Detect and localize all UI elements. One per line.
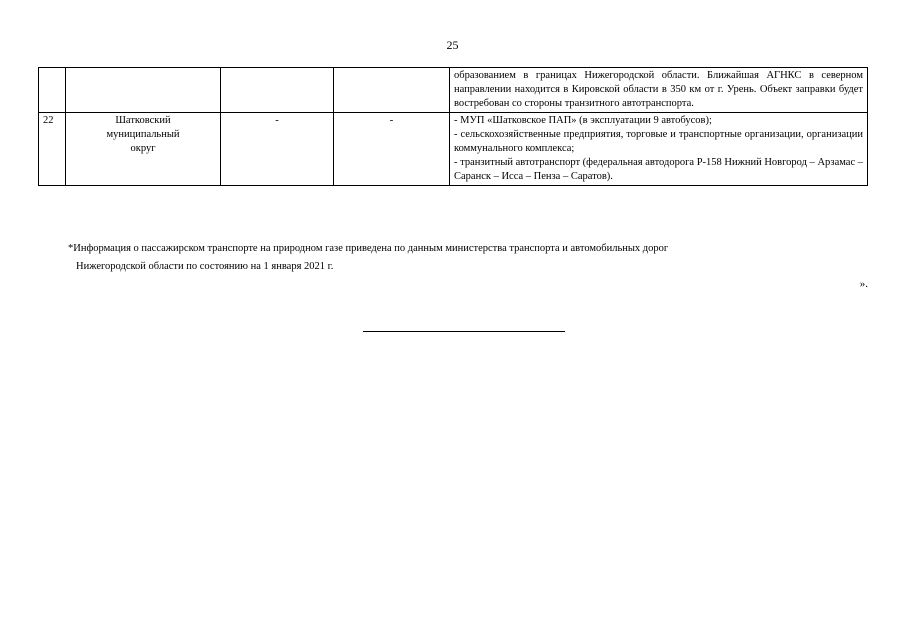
table-row <box>39 113 868 186</box>
description-item: - транзитный автотранспорт (федеральная автодорога Р-158 Нижний Новгород – Арзамас – Саранск – Исса – Пенза – Саратов). <box>454 157 864 182</box>
description-item: - МУП «Шатковское ПАП» (в эксплуатации 9 автобусов); <box>454 115 712 126</box>
row-number-cell <box>39 68 66 113</box>
municipality-cell <box>66 68 221 113</box>
transport-table <box>38 67 868 186</box>
footnote-line: *Информация о пассажирском транспорте на природном газе приведена по данным министерства транспорта и автомобильных дорог <box>68 243 669 254</box>
row-number-cell: 22 <box>39 113 66 186</box>
footnote-line: Нижегородской области по состоянию на 1 января 2021 г. <box>76 261 334 272</box>
municipality-name-line: муниципальный <box>106 129 180 140</box>
page-number: 25 <box>446 38 459 52</box>
description-cell <box>450 113 868 186</box>
description-text: образованием в границах Нижегородской области. Ближайшая АГНКС в северном направлении находится в Кировской области в 350 км от г. Урень. Объект заправки будет востребован со стороны транзитного автотранспорта. <box>454 70 863 109</box>
municipality-name-line: Шатковский <box>115 115 171 126</box>
value-cell-a <box>221 68 334 113</box>
value-cell-a: - <box>221 113 334 186</box>
footnote <box>68 240 868 276</box>
description-item: - сельскохозяйственные предприятия, торговые и транспортные организации, организации коммунального комплекса; <box>454 129 863 154</box>
end-rule <box>363 331 565 332</box>
value-cell-b <box>334 68 450 113</box>
description-cell <box>450 68 868 113</box>
table-row <box>39 68 868 113</box>
closing-quote: ». <box>859 278 868 290</box>
municipality-cell <box>66 113 221 186</box>
municipality-name-line: округ <box>130 143 156 154</box>
value-cell-b: - <box>334 113 450 186</box>
